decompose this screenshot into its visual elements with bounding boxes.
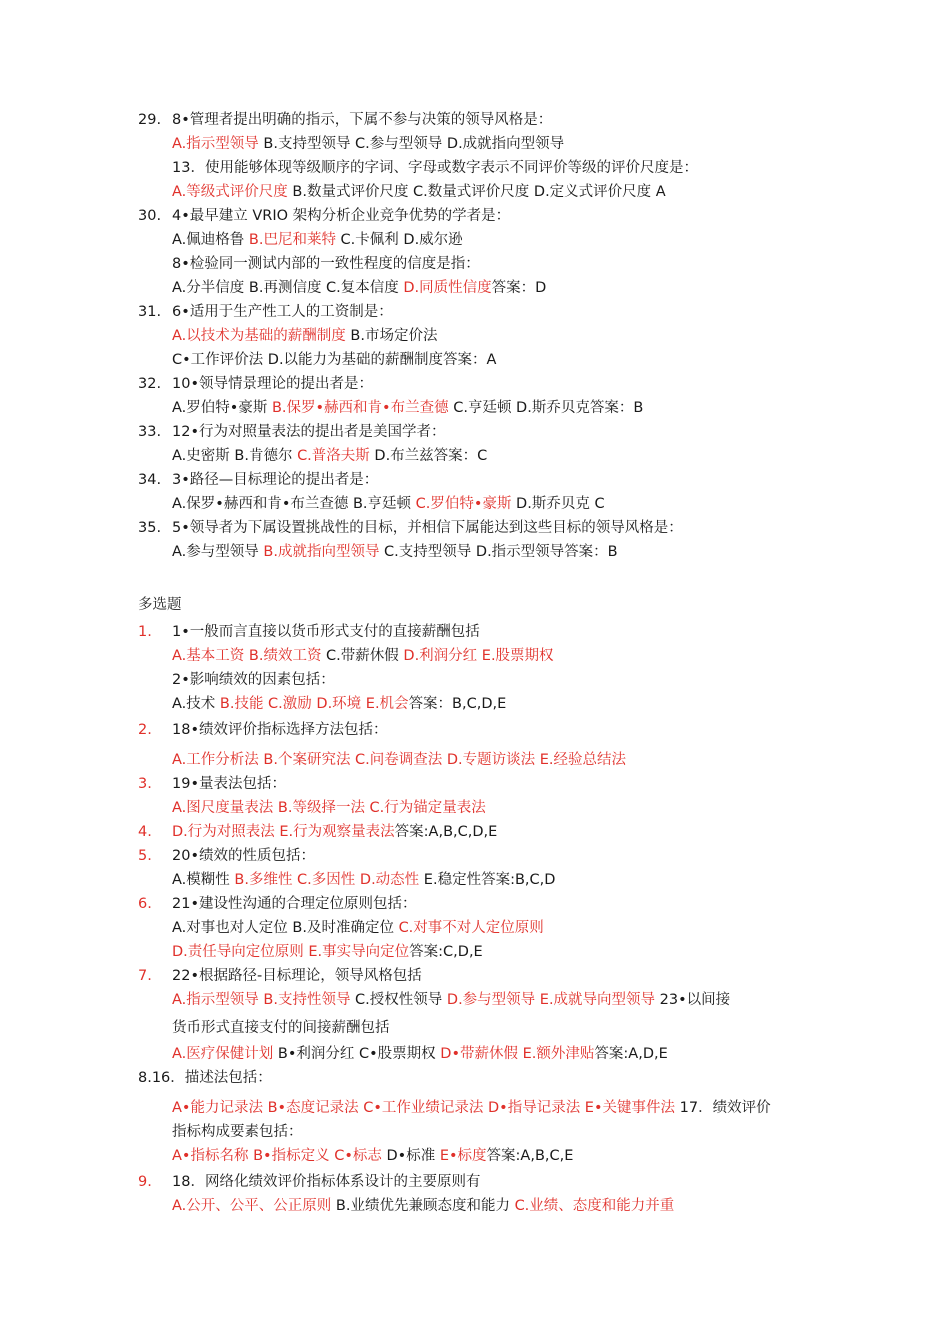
- highlighted-answer-text: D.同质性信度: [403, 280, 492, 296]
- question-text: C.支持型领导 D.指示型领导答案：B: [379, 544, 618, 560]
- question-text: 19•量表法包括：: [172, 776, 287, 792]
- multi-choice-text-line: [172, 798, 486, 818]
- single-choice-question-number: 31.: [138, 304, 162, 320]
- single-choice-text-line: [172, 446, 487, 466]
- single-choice-text-line: [172, 422, 446, 442]
- multi-choice-text-line: [172, 774, 286, 794]
- highlighted-answer-text: C.业绩、态度和能力并重: [514, 1198, 675, 1214]
- question-text: 21•建设性沟通的合理定位原则包括：: [172, 896, 417, 912]
- single-choice-question-number: 33.: [138, 424, 162, 440]
- question-text: A.佩迪格鲁: [172, 232, 249, 248]
- question-text: D•标准: [381, 1148, 440, 1164]
- question-text: 货币形式直接支付的间接薪酬包括: [172, 1020, 390, 1036]
- multi-choice-text-line: [172, 990, 730, 1010]
- multi-choice-text-line: [172, 966, 422, 986]
- highlighted-answer-text: A•能力记录法 B•态度记录法 C•工作业绩记录法 D•指导记录法 E•关键事件法: [172, 1100, 676, 1116]
- multi-choice-question-number: 3.: [138, 776, 152, 792]
- multi-choice-question-number: 4.: [138, 824, 152, 840]
- multi-choice-text-line: [172, 870, 555, 890]
- question-text: A.史密斯 B.肯德尔: [172, 448, 298, 464]
- highlighted-answer-text: A.指示型领导 B.支持性领导: [172, 992, 351, 1008]
- single-choice-question-number: 34.: [138, 472, 162, 488]
- multi-choice-text-line: [172, 1146, 573, 1166]
- single-choice-question-number: 32.: [138, 376, 162, 392]
- question-text: 18•绩效评价指标选择方法包括：: [172, 722, 388, 738]
- multi-choice-question-number: 6.: [138, 896, 152, 912]
- multi-choice-text-line: [172, 750, 626, 770]
- question-text: C.卡佩利 D.威尔逊: [335, 232, 463, 248]
- highlighted-answer-text: D.行为对照表法 E.行为观察量表法: [172, 824, 395, 840]
- question-text: 答案：D: [491, 280, 547, 296]
- single-choice-text-line: [172, 254, 480, 274]
- single-choice-text-line: [172, 518, 683, 538]
- highlighted-answer-text: D•带薪休假 E.额外津贴: [440, 1046, 595, 1062]
- question-text: 答案：B,C,D,E: [408, 696, 507, 712]
- single-choice-text-line: [172, 110, 552, 130]
- single-choice-text-line: [172, 374, 373, 394]
- multi-choice-text-line: [172, 894, 417, 914]
- multi-choice-text-line: [172, 1044, 668, 1064]
- question-text: 22•根据路径-目标理论，领导风格包括: [172, 968, 422, 984]
- single-choice-text-line: [172, 302, 393, 322]
- highlighted-answer-text: A.图尺度量表法 B.等级择一法 C.行为锚定量表法: [172, 800, 486, 816]
- section-title-multiple-choice: 多选题: [138, 597, 182, 613]
- multi-choice-text-line: [172, 822, 497, 842]
- question-text: C.授权性领导: [350, 992, 447, 1008]
- multi-choice-text-line: [172, 918, 544, 938]
- single-choice-text-line: [172, 494, 605, 514]
- highlighted-answer-text: A.医疗保健计划: [172, 1046, 274, 1062]
- multi-choice-question-number: 8.16．描述法包括：: [138, 1070, 272, 1086]
- question-text: 1•一般而言直接以货币形式支付的直接薪酬包括: [172, 624, 480, 640]
- question-text: 8•检验同一测试内部的一致性程度的信度是指：: [172, 256, 480, 272]
- single-choice-question-number: 29.: [138, 112, 162, 128]
- single-choice-text-line: [172, 470, 378, 490]
- question-text: C.带薪休假: [321, 648, 404, 664]
- question-text: A.对事也对人定位 B.及时准确定位: [172, 920, 399, 936]
- multi-choice-question-number: 7.: [138, 968, 152, 984]
- multi-choice-text-line: [172, 1098, 771, 1118]
- single-choice-text-line: [172, 278, 546, 298]
- multi-choice-text-line: [172, 1172, 480, 1192]
- highlighted-answer-text: B.巴尼和莱特: [248, 232, 336, 248]
- multi-choice-text-line: [172, 942, 483, 962]
- single-choice-question-number: 35.: [138, 520, 162, 536]
- question-text: 答案:A,B,C,D,E: [394, 824, 498, 840]
- highlighted-answer-text: A•指标名称 B•指标定义 C•标志: [172, 1148, 382, 1164]
- question-text: A.技术: [172, 696, 220, 712]
- multi-choice-text-line: [172, 646, 554, 666]
- question-text: 12•行为对照量表法的提出者是美国学者：: [172, 424, 446, 440]
- question-text: 18．网络化绩效评价指标体系设计的主要原则有: [172, 1174, 481, 1190]
- question-text: D.布兰兹答案：C: [369, 448, 488, 464]
- multi-choice-text-line: [172, 1018, 390, 1038]
- highlighted-answer-text: A.工作分析法 B.个案研究法 C.问卷调查法 D.专题访谈法 E.经验总结法: [172, 752, 627, 768]
- question-text: B.数量式评价尺度 C.数量式评价尺度 D.定义式评价尺度 A: [287, 184, 666, 200]
- question-text: 6•适用于生产性工人的工资制是：: [172, 304, 393, 320]
- single-choice-text-line: [172, 398, 643, 418]
- question-text: 2•影响绩效的因素包括：: [172, 672, 335, 688]
- multi-choice-text-line: [172, 670, 335, 690]
- highlighted-answer-text: B.技能 C.激励 D.环境 E.机会: [219, 696, 409, 712]
- multi-choice-question-number: 2.: [138, 722, 152, 738]
- single-choice-text-line: [172, 350, 496, 370]
- highlighted-answer-text: B.成就指向型领导: [263, 544, 380, 560]
- question-text: A.分半信度 B.再测信度 C.复本信度: [172, 280, 404, 296]
- single-choice-text-line: [172, 182, 666, 202]
- question-text: D.斯乔贝克 C: [511, 496, 605, 512]
- question-text: B.支持型领导 C.参与型领导 D.成就指向型领导: [258, 136, 565, 152]
- highlighted-answer-text: A.公开、公平、公正原则: [172, 1198, 332, 1214]
- question-text: A.保罗•赫西和肯•布兰查德 B.亨廷顿: [172, 496, 416, 512]
- question-text: E.稳定性答案:B,C,D: [419, 872, 556, 888]
- multi-choice-text-line: [172, 694, 506, 714]
- question-text: B•利润分红 C•股票期权: [273, 1046, 441, 1062]
- highlighted-answer-text: A.等级式评价尺度: [172, 184, 288, 200]
- multi-choice-text-line: [172, 846, 315, 866]
- single-choice-question-number: 30.: [138, 208, 162, 224]
- single-choice-text-line: [172, 326, 437, 346]
- question-text: 23•以间接: [655, 992, 731, 1008]
- question-text: 5•领导者为下属设置挑战性的目标，并相信下属能达到这些目标的领导风格是：: [172, 520, 683, 536]
- highlighted-answer-text: C.普洛夫斯: [297, 448, 370, 464]
- question-text: A.罗伯特•豪斯: [172, 400, 272, 416]
- highlighted-answer-text: B.多维性 C.多因性 D.动态性: [234, 872, 420, 888]
- multi-choice-text-line: [172, 622, 480, 642]
- single-choice-text-line: [172, 134, 564, 154]
- highlighted-answer-text: A.以技术为基础的薪酬制度: [172, 328, 346, 344]
- single-choice-text-line: [172, 206, 510, 226]
- highlighted-answer-text: C.罗伯特•豪斯: [415, 496, 512, 512]
- highlighted-answer-text: B.保罗•赫西和肯•布兰查德: [271, 400, 449, 416]
- highlighted-answer-text: A.指示型领导: [172, 136, 259, 152]
- single-choice-text-line: [172, 230, 463, 250]
- multi-choice-question-number: 9.: [138, 1174, 152, 1190]
- highlighted-answer-text: E•标度: [439, 1148, 487, 1164]
- highlighted-answer-text: D.责任导向定位原则 E.事实导向定位: [172, 944, 410, 960]
- question-text: 答案:A,B,C,E: [486, 1148, 574, 1164]
- question-text: 3•路径—目标理论的提出者是：: [172, 472, 379, 488]
- question-text: A.参与型领导: [172, 544, 264, 560]
- question-text: 8•管理者提出明确的指示，下属不参与决策的领导风格是：: [172, 112, 553, 128]
- question-text: A.模糊性: [172, 872, 235, 888]
- question-text: B.业绩优先兼顾态度和能力: [331, 1198, 515, 1214]
- multi-choice-text-line: [172, 720, 388, 740]
- question-text: 答案:C,D,E: [409, 944, 483, 960]
- question-text: 13．使用能够体现等级顺序的字词、字母或数字表示不同评价等级的评价尺度是：: [172, 160, 698, 176]
- question-text: 指标构成要素包括：: [172, 1124, 303, 1140]
- multi-choice-question-number: 5.: [138, 848, 152, 864]
- multi-choice-text-line: [172, 1196, 674, 1216]
- multi-choice-text-line: [172, 1122, 303, 1142]
- highlighted-answer-text: D.参与型领导 E.成就导向型领导: [446, 992, 656, 1008]
- question-text: 4•最早建立 VRIO 架构分析企业竞争优势的学者是：: [172, 208, 511, 224]
- highlighted-answer-text: C.对事不对人定位原则: [398, 920, 544, 936]
- question-text: 17．绩效评价: [675, 1100, 771, 1116]
- highlighted-answer-text: A.基本工资 B.绩效工资: [172, 648, 322, 664]
- highlighted-answer-text: D.利润分红 E.股票期权: [403, 648, 554, 664]
- question-text: 20•绩效的性质包括：: [172, 848, 316, 864]
- question-text: C.亨廷顿 D.斯乔贝克答案：B: [448, 400, 644, 416]
- single-choice-text-line: [172, 158, 698, 178]
- question-text: B.市场定价法: [345, 328, 438, 344]
- multi-choice-question-number: 1.: [138, 624, 152, 640]
- question-text: 10•领导情景理论的提出者是：: [172, 376, 374, 392]
- question-text: 答案:A,D,E: [594, 1046, 668, 1062]
- single-choice-text-line: [172, 542, 618, 562]
- question-text: C•工作评价法 D.以能力为基础的薪酬制度答案：A: [172, 352, 497, 368]
